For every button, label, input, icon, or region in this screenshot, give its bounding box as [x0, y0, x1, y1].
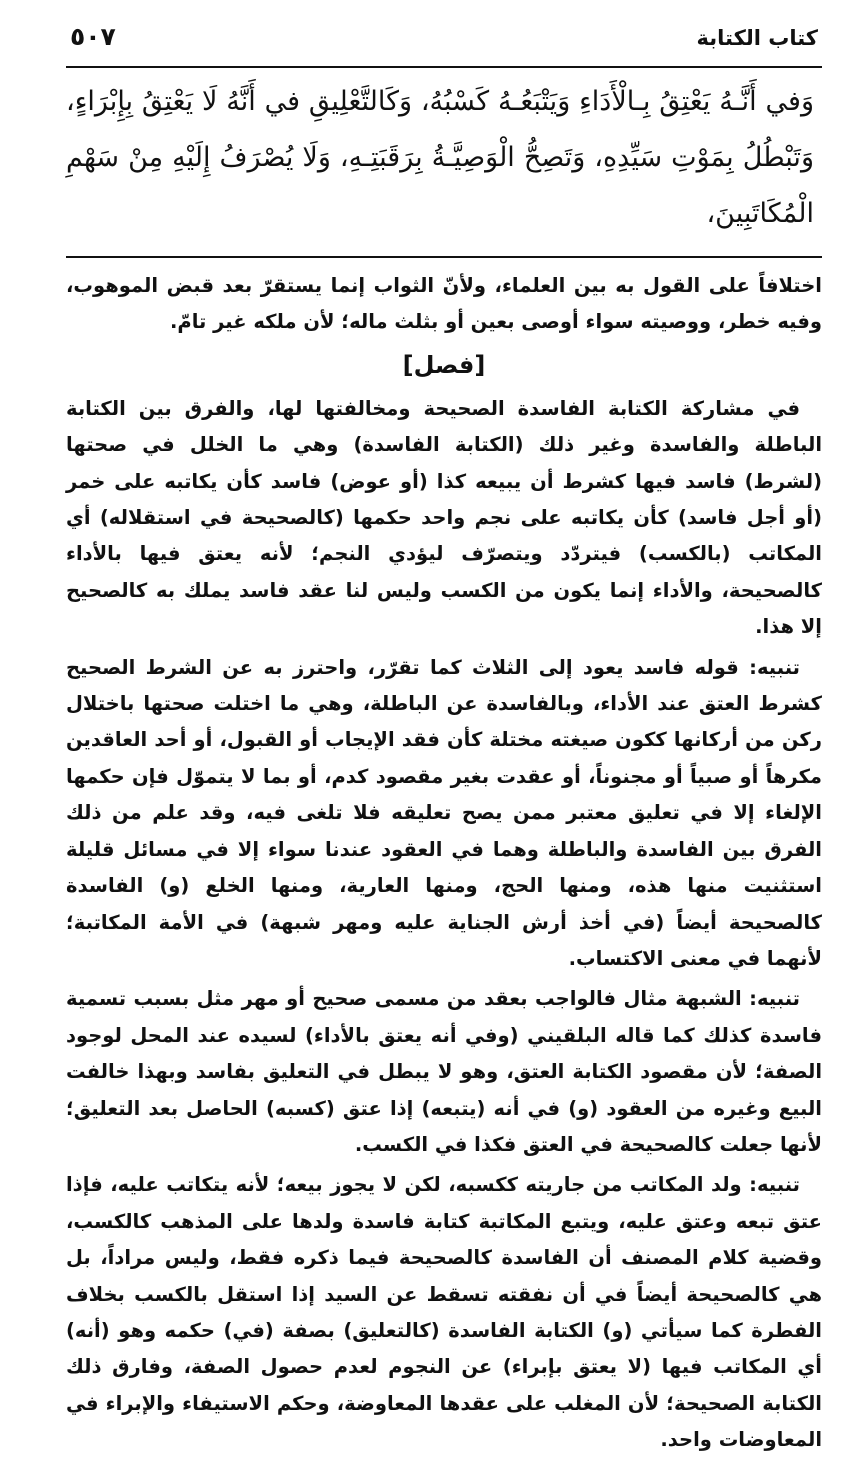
- tanbih-note: [66, 650, 822, 978]
- tanbih-text: الشبهة مثال فالواجب بعقد من مسمى صحيح أو مهر مثل بسبب تسمية فاسدة كذلك كما قاله البلقيني (وفي أنه يعتق بالأداء) لسيده عند المحل لوجود الصفة؛ لأن مقصود الكتابة العتق، وهو لا يبطل في التعليق بفاسد وبهذا خالفت البيع وغيره من العقود (و) في أنه (يتبعه) إذا عتق (كسبه) الحاصل بعد التعليق؛ لأنها جعلت كالصحيحة في العتق فكذا في الكسب.: [66, 987, 822, 1156]
- running-header: [66, 22, 822, 66]
- tanbih-label: تنبيه:: [749, 655, 800, 679]
- section-heading: [فصل]: [402, 350, 486, 379]
- commentary: [66, 268, 822, 1459]
- header-rule: [66, 66, 822, 68]
- matn-separator: [66, 256, 822, 258]
- tanbih-text: قوله فاسد يعود إلى الثلاث كما تقرّر، واحترز به عن الشرط الصحيح كشرط العتق عند الأداء، وبالفاسدة عن الباطلة، وهي ما اختلت صحتها باختلال ركن من أركانها ككون صيغته مختلة كأن فقد الإيجاب أو القبول، أو أحد العاقدين مكرهاً أو صبياً أو مجنوناً، أو عقدت بغير مقصود كدم، أو بما لا يتموّل فإن حكمها الإلغاء إلا في تعليق معتبر ممن يصح تعليقه فلا تلغى فيه، وقد علم من ذلك الفرق بين الفاسدة والباطلة وهما في العقود عندنا سواء إلا في مسائل قليلة استثنيت منها هذه، ومنها الحج، ومنها العارية، ومنها الخلع (و) الفاسدة كالصحيحة أيضاً (في أخذ أرش الجناية عليه ومهر شبهة) في الأمة المكاتبة؛ لأنهما في معنى الاكتساب.: [66, 655, 822, 970]
- matn-text: وَفي أَنَّـهُ يَعْتِقُ بِـالْأَدَاءِ وَيَتْبَعُـهُ كَسْبُهُ، وَكَالتَّعْلِيقِ في أَنَّهُ لَا يَعْتِقُ بِإِبْرَاءٍ، وَتَبْطُلُ بِمَوْتِ سَيِّدِهِ، وَتَصِحُّ الْوَصِيَّـةُ بِرَقَبَتِـهِ، وَلَا يُصْرَفُ إِلَيْهِ مِنْ سَهْمِ الْمُكَاتَبِينَ،: [66, 86, 814, 229]
- page-number: ٥٠٧: [70, 22, 116, 51]
- tanbih-text: ولد المكاتب من جاريته ككسبه، لكن لا يجوز بيعه؛ لأنه يتكاتب عليه، فإذا عتق تبعه وعتق عليه، ويتبع المكاتبة كتابة فاسدة ولدها على المذهب كالكسب، وقضية كلام المصنف أن الفاسدة كالصحيحة فيما ذكره فقط، وليس مراداً، بل هي كالصحيحة أيضاً في أن نفقته تسقط عن السيد إذا استقل بالكسب بخلاف الفطرة كما سيأتي (و) الكتابة الفاسدة (كالتعليق) بصفة (في) حكمه وهو (أنه) أي المكاتب فيها (لا يعتق بإبراء) عن النجوم لعدم حصول الصفة، وفارق ذلك الكتابة الصحيحة؛ لأن المغلب على عقدها المعاوضة، وحكم الاستيفاء والإبراء في المعاوضات واحد.: [66, 1173, 822, 1452]
- commentary-paragraph: اختلافاً على القول به بين العلماء، ولأنّ الثواب إنما يستقرّ بعد قبض الموهوب، وفيه خطر، ووصيته سواء أوصى بعين أو بثلث ماله؛ لأن ملكه غير تامّ.: [66, 274, 822, 334]
- tanbih-note: [66, 1167, 822, 1458]
- commentary-paragraph: في مشاركة الكتابة الفاسدة الصحيحة ومخالفتها لها، والفرق بين الكتابة الباطلة والفاسدة وغير ذلك (الكتابة الفاسدة) وهي ما الخلل في صحتها (لشرط) فاسد فيها كشرط أن يبيعه كذا (أو عوض) فاسد كأن يكاتبه على خمر (أو أجل فاسد) كأن يكاتبه على نجم واحد حكمها (كالصحيحة في استقلاله) أي المكاتب (بالكسب) فيتردّد ويتصرّف ليؤدي النجم؛ لأنه يعتق فيها بالأداء كالصحيحة، والأداء إنما يكون من الكسب وليس لنا عقد فاسد يملك به كالصحيح إلا هذا.: [66, 396, 822, 639]
- tanbih-note: [66, 981, 822, 1163]
- running-title: كتاب الكتابة: [696, 26, 818, 50]
- tanbih-label: تنبيه:: [749, 1173, 800, 1197]
- tanbih-label: تنبيه:: [749, 987, 800, 1011]
